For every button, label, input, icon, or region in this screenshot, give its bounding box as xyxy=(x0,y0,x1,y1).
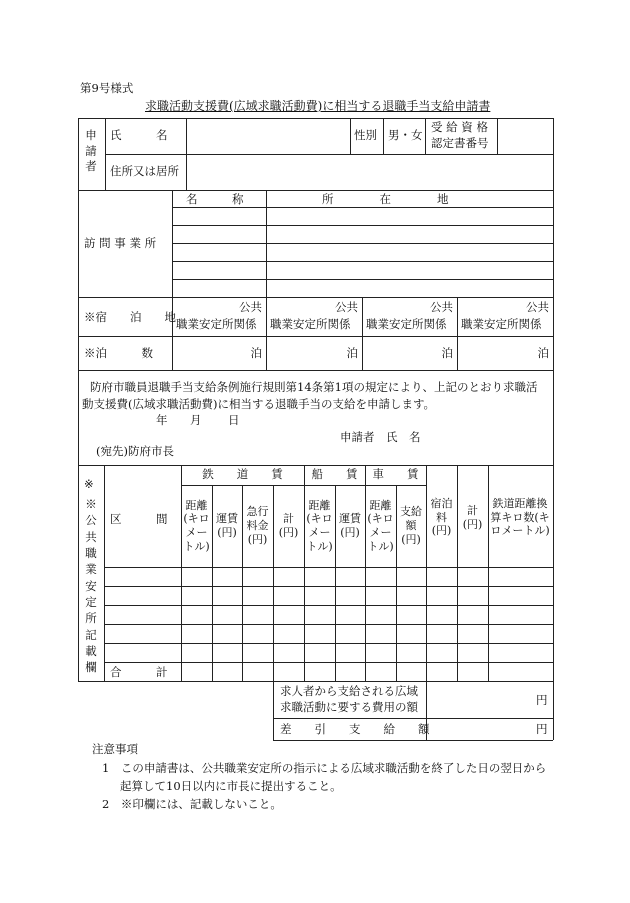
lodging-fee-header: 宿泊料(円) xyxy=(430,496,453,538)
nights-label: ※泊 数 xyxy=(84,346,153,360)
applicant-signature: 申請者 氏 名 xyxy=(340,430,421,444)
car-distance-header: 距離(キロメートル) xyxy=(367,498,394,553)
office-bottom-3: 職業安定所関係 xyxy=(366,317,447,331)
total-header: 計(円) xyxy=(462,503,483,531)
ship-distance-header: 距離(キロメートル) xyxy=(306,498,333,553)
cost-label-line2: 求職活動に要する費用の額 xyxy=(280,700,418,714)
visits-col-location: 所 在 地 xyxy=(322,192,449,206)
diff-yen: 円 xyxy=(536,722,548,736)
gender-options[interactable]: 男・女 xyxy=(388,128,423,142)
section-col-label: 区 間 xyxy=(110,512,168,526)
rail-express-header: 急行料金(円) xyxy=(246,505,269,546)
diff-label: 差 引 支 給 額 xyxy=(280,722,430,736)
nights-unit-1: 泊 xyxy=(250,346,262,360)
gender-label: 性別 xyxy=(354,128,377,142)
name-field[interactable] xyxy=(188,120,348,152)
statement-line2: 動支援費(広域求職活動費)に相当する退職手当の支給を申請します。 xyxy=(82,397,436,411)
office-top-1: 公共 xyxy=(239,300,262,314)
cert-label-line2: 認定書番号 xyxy=(431,136,489,150)
date-year: 年 xyxy=(156,413,168,427)
visits-section-label: 訪 問 事 業 所 xyxy=(84,236,157,250)
cert-number-field[interactable] xyxy=(499,120,551,152)
office-section-side-label: ※公共職業安定所記載欄 xyxy=(85,497,97,675)
address-field[interactable] xyxy=(188,156,551,188)
office-bottom-4: 職業安定所関係 xyxy=(461,317,542,331)
address-label: 住所又は居所 xyxy=(110,164,179,178)
note-1-line1: 1 この申請書は、公共職業安定所の指示による広域求職活動を終了した日の翌日から xyxy=(102,761,547,775)
rail-header: 鉄 道 賃 xyxy=(202,467,283,481)
office-bottom-1: 職業安定所関係 xyxy=(176,317,257,331)
office-bottom-2: 職業安定所関係 xyxy=(270,317,351,331)
name-label: 氏 名 xyxy=(110,128,168,142)
rail-subtotal-header: 計(円) xyxy=(278,512,299,539)
office-top-4: 公共 xyxy=(526,300,549,314)
applicant-section-label: 申請者 xyxy=(85,128,97,174)
office-top-3: 公共 xyxy=(430,300,453,314)
statement-line1: 防府市職員退職手当支給条例施行規則第14条第1項の規定により、上記のとおり求職活 xyxy=(90,380,538,394)
note-1-line2: 起算して10日以内に市長に提出すること。 xyxy=(120,779,342,793)
sum-row-label: 合 計 xyxy=(110,665,168,679)
nights-unit-3: 泊 xyxy=(441,346,453,360)
office-top-2: 公共 xyxy=(335,300,358,314)
rail-distance-header: 距離(キロメートル) xyxy=(183,498,210,553)
ship-header: 船 賃 xyxy=(311,467,358,481)
cost-yen: 円 xyxy=(536,693,548,707)
visits-col-name: 名 称 xyxy=(186,192,244,206)
form-number: 第9号様式 xyxy=(80,81,134,95)
lodging-place-label: ※宿 泊 地 xyxy=(84,310,176,324)
nights-unit-4: 泊 xyxy=(537,346,549,360)
ship-fare-header: 運賃(円) xyxy=(339,512,361,539)
date-day: 日 xyxy=(228,413,240,427)
note-2: 2 ※印欄には、記載しないこと。 xyxy=(102,797,282,811)
cost-label-line1: 求人者から支給される広域 xyxy=(280,684,418,698)
nights-unit-2: 泊 xyxy=(346,346,358,360)
cert-label-line1: 受 給 資 格 xyxy=(431,120,488,134)
rail-fare-header: 運賃(円) xyxy=(216,512,238,539)
car-header: 車 賃 xyxy=(372,467,419,481)
form-title: 求職活動支援費(広域求職活動費)に相当する退職手当支給申請書 xyxy=(145,99,491,113)
rail-conversion-header: 鉄道距離換算キロ数(キロメートル) xyxy=(490,496,550,538)
addressee: (宛先)防府市長 xyxy=(96,444,174,458)
car-payment-header: 支給額(円) xyxy=(400,505,422,546)
date-month: 月 xyxy=(190,413,202,427)
office-section-mark: ※ xyxy=(84,477,94,491)
notes-heading: 注意事項 xyxy=(92,742,138,756)
